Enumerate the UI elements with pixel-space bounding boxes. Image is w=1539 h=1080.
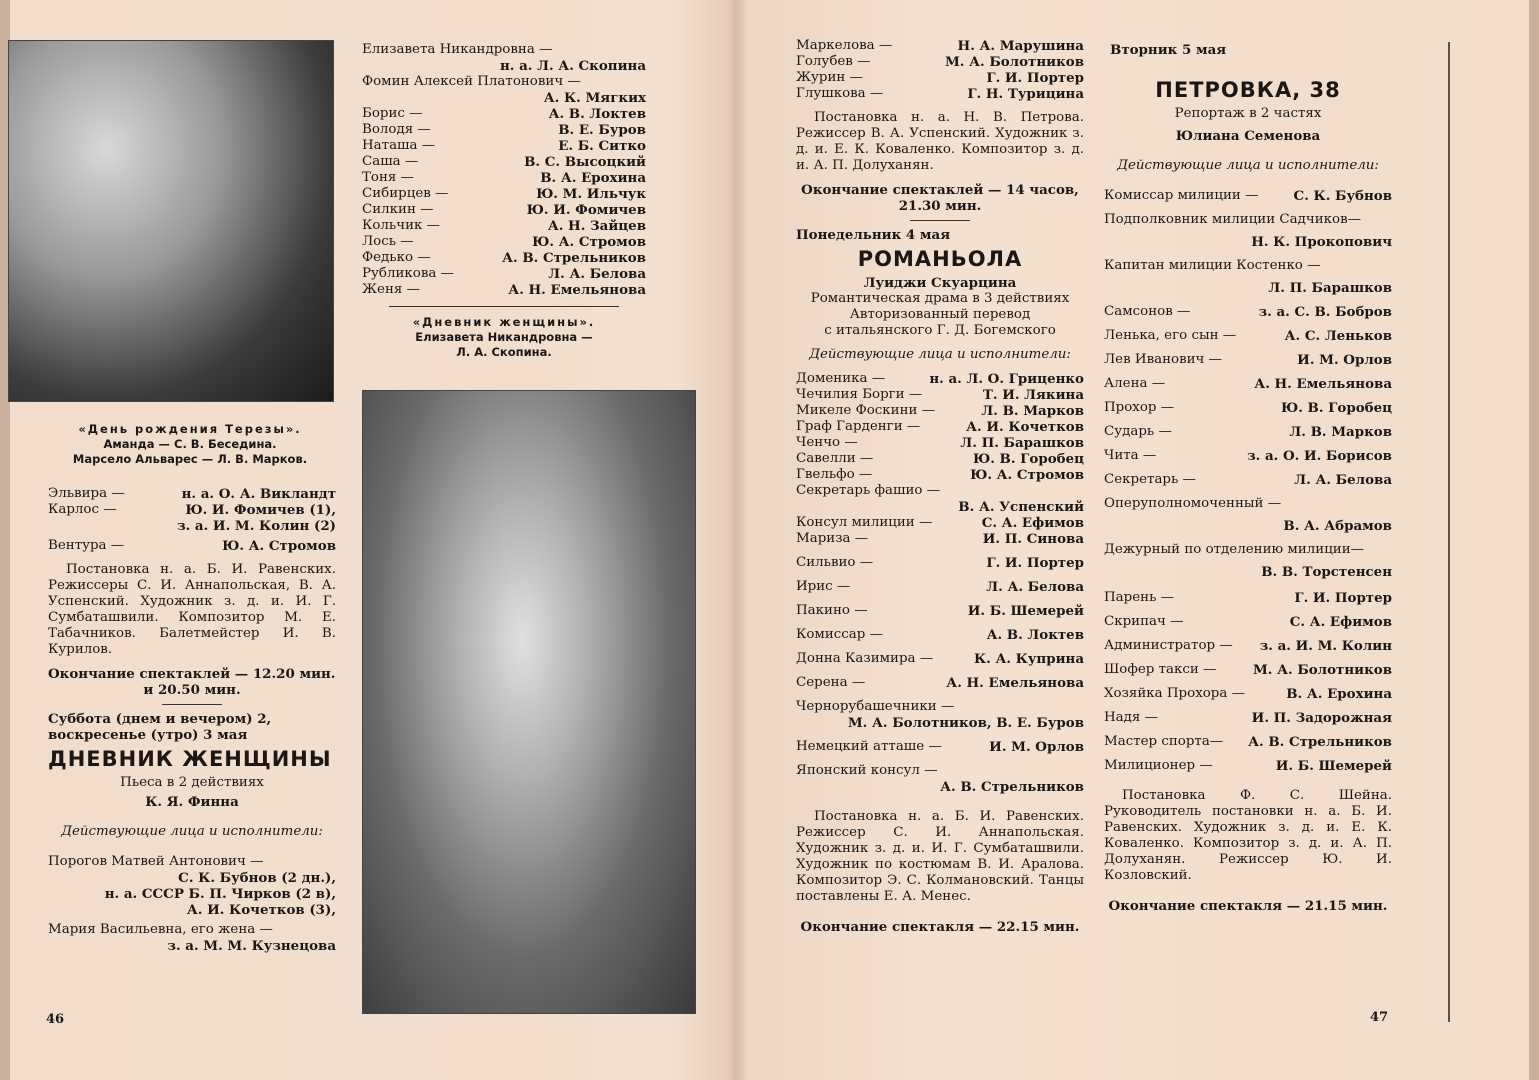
cast-row: Чита — з. а. О. И. Борисов <box>1104 448 1392 464</box>
cast-row: Шофер такси — М. А. Болотников <box>1104 662 1392 678</box>
cast-row: Милиционер — И. Б. Шемерей <box>1104 758 1392 774</box>
cast-row: Фомин Алексей Платонович — <box>362 74 581 89</box>
play-subtitle: Пьеса в 2 действиях <box>120 775 264 790</box>
performance-date: воскресенье (утро) 3 мая <box>48 727 248 743</box>
end-time: 21.30 мин. <box>898 198 982 214</box>
cast-line: В. А. Успенский <box>958 499 1084 515</box>
cast-row: Мастер спорта— А. В. Стрельников <box>1104 734 1392 750</box>
right-margin-line <box>1448 42 1450 1022</box>
end-time: Окончание спектаклей — 14 часов, <box>801 182 1079 198</box>
performance-date: Суббота (днем и вечером) 2, <box>48 711 272 727</box>
cast-line: Дежурный по отделению милиции— <box>1104 542 1365 557</box>
caption-line: Аманда — С. В. Беседина. <box>103 437 277 451</box>
cast-row: Федько — А. В. Стрельников <box>362 250 646 266</box>
cast-line: С. К. Бубнов (2 дн.), <box>178 870 336 886</box>
cast-row: Володя — В. Е. Буров <box>362 122 646 138</box>
cast-line: Мария Васильевна, его жена — <box>48 922 273 937</box>
cast-line: Порогов Матвей Антонович — <box>48 854 264 869</box>
cast-line: Л. П. Барашков <box>1268 280 1392 296</box>
cast-row: Борис — А. В. Локтев <box>362 106 646 122</box>
cast-row: Вентура — Ю. А. Стромов <box>48 538 336 554</box>
play-subtitle: Авторизованный перевод <box>849 307 1031 322</box>
play-title: РОМАНЬОЛА <box>857 247 1023 271</box>
cast-row: Пакино — И. Б. Шемерей <box>796 603 1084 619</box>
page-edge-right <box>1529 0 1539 1080</box>
cast-row: Скрипач — С. А. Ефимов <box>1104 614 1392 630</box>
play-author: К. Я. Финна <box>145 794 239 810</box>
cast-row: Савелли — Ю. В. Горобец <box>796 451 1084 467</box>
photo-skopina <box>362 390 696 1014</box>
cast-row: Хозяйка Прохора — В. А. Ерохина <box>1104 686 1392 702</box>
divider <box>910 220 970 221</box>
page-number-left: 46 <box>46 1012 65 1027</box>
cast-row: Немецкий атташе — И. М. Орлов <box>796 739 1084 755</box>
cast-continuation-top <box>362 42 646 360</box>
production-credits: Постановка н. а. Б. И. Равенских. Режиссер С. И. Аннапольская. Художник з. д. и. И. Г. Сумбаташвили. Художник по костюмам В. И. Аралова. Композитор Э. С. Колмановский. Танцы поставлены Е. А. Менес. <box>796 809 1084 904</box>
cast-line: А. И. Кочетков (3), <box>186 902 336 918</box>
cast-heading: Действующие лица и исполнители: <box>61 824 323 839</box>
play-subtitle: Романтическая драма в 3 действиях <box>810 291 1070 306</box>
cast-line: А. В. Стрельников <box>940 779 1084 795</box>
cast-row: Комиссар — А. В. Локтев <box>796 627 1084 643</box>
cast-row: Граф Гарденги — А. И. Кочетков <box>796 419 1084 435</box>
caption-line: «День рождения Терезы». <box>78 422 302 436</box>
caption-line: Елизавета Никандровна — <box>415 330 593 344</box>
cast-row: Надя — И. П. Задорожная <box>1104 710 1392 726</box>
performance-date: Вторник 5 мая <box>1110 42 1227 58</box>
cast-line: Японский консул — <box>796 763 938 778</box>
cast-row: Тоня — В. А. Ерохина <box>362 170 646 186</box>
play-author: Луиджи Скуарцина <box>863 275 1017 291</box>
cast-row: Сибирцев — Ю. М. Ильчук <box>362 186 646 202</box>
cast-row: з. а. И. М. Колин (2) <box>177 518 336 534</box>
divider <box>389 306 619 307</box>
cast-heading: Действующие лица и исполнители: <box>1117 158 1379 173</box>
cast-line: Подполковник милиции Садчиков— <box>1104 212 1362 227</box>
cast-row: Елизавета Никандровна — <box>362 42 553 57</box>
cast-row: Эльвира — н. а. О. А. Викландт <box>48 486 336 502</box>
cast-line: з. а. М. М. Кузнецова <box>167 938 336 954</box>
cast-row: Прохор — Ю. В. Горобец <box>1104 400 1392 416</box>
cast-row: Гвельфо — Ю. А. Стромов <box>796 467 1084 483</box>
cast-row: Парень — Г. И. Портер <box>1104 590 1392 606</box>
play-subtitle: с итальянского Г. Д. Богемского <box>824 323 1056 338</box>
cast-row: Глушкова — Г. Н. Турицина <box>796 86 1084 102</box>
actor: н. а. Л. А. Скопина <box>500 58 646 74</box>
photo1-caption <box>40 422 340 467</box>
production-credits: Постановка н. а. Н. В. Петрова. Режиссер В. А. Успенский. Художник з. д. и. Е. К. Коваленко. Композитор з. д. и. А. П. Долуханян. <box>796 110 1084 173</box>
production-credits: Постановка н. а. Б. И. Равенских. Режиссеры С. И. Аннапольская, В. А. Успенский. Художник з. д. и. И. Г. Сумбаташвили. Композитор М. Е. Табачников. Балетмейстер И. В. Курилов. <box>48 562 336 657</box>
end-time: Окончание спектаклей — 12.20 мин. <box>48 666 336 682</box>
cast-row: Голубев — М. А. Болотников <box>796 54 1084 70</box>
cast-row: Силкин — Ю. И. Фомичев <box>362 202 646 218</box>
cast-row: Донна Казимира — К. А. Куприна <box>796 651 1084 667</box>
cast-row: Администратор — з. а. И. М. Колин <box>1104 638 1392 654</box>
right-column-1 <box>796 38 1084 935</box>
caption-line: Марсело Альварес — Л. В. Марков. <box>72 452 308 466</box>
cast-line: В. В. Торстенсен <box>1261 564 1392 580</box>
play-author: Юлиана Семенова <box>1175 128 1321 144</box>
cast-row: Маркелова — Н. А. Марушина <box>796 38 1084 54</box>
caption-line: Л. А. Скопина. <box>456 345 552 359</box>
cast-row: Микеле Фоскини — Л. В. Марков <box>796 403 1084 419</box>
cast-row: Женя — А. Н. Емельянова <box>362 282 646 298</box>
cast-row: Консул милиции — С. А. Ефимов <box>796 515 1084 531</box>
cast-row: Лев Иванович — И. М. Орлов <box>1104 352 1392 368</box>
cast-row: Ленька, его сын — А. С. Леньков <box>1104 328 1392 344</box>
cast-row: Доменика — н. а. Л. О. Гриценко <box>796 371 1084 387</box>
end-time: Окончание спектакля — 21.15 мин. <box>1108 898 1388 914</box>
cast-row: Мариза — И. П. Синова <box>796 531 1084 547</box>
cast-line: Н. К. Прокопович <box>1251 234 1392 250</box>
cast-row: Чечилия Борги — Т. И. Лякина <box>796 387 1084 403</box>
cast-row: Ирис — Л. А. Белова <box>796 579 1084 595</box>
cast-row: Наташа — Е. Б. Ситко <box>362 138 646 154</box>
right-column-2 <box>1104 42 1392 914</box>
cast-line: М. А. Болотников, В. Е. Буров <box>847 715 1084 731</box>
cast-line: В. А. Абрамов <box>1283 518 1392 534</box>
page-number-right: 47 <box>1370 1010 1389 1025</box>
cast-row: Серена — А. Н. Емельянова <box>796 675 1084 691</box>
cast-heading: Действующие лица и исполнители: <box>809 347 1071 362</box>
cast-row: Кольчик — А. Н. Зайцев <box>362 218 646 234</box>
photo2-caption <box>362 315 646 360</box>
teresa-cast-section <box>48 486 336 954</box>
play-subtitle: Репортаж в 2 частях <box>1174 106 1322 121</box>
cast-line: Секретарь фашио — <box>796 483 941 498</box>
caption-line: «Дневник женщины». <box>412 315 596 329</box>
end-time: и 20.50 мин. <box>143 682 241 698</box>
cast-row: Самсонов — з. а. С. В. Бобров <box>1104 304 1392 320</box>
cast-line: Капитан милиции Костенко — <box>1104 258 1321 273</box>
cast-row: Рубликова — Л. А. Белова <box>362 266 646 282</box>
divider <box>162 704 222 705</box>
cast-row: Карлос — Ю. И. Фомичев (1), <box>48 502 336 518</box>
actor: А. К. Мягких <box>543 90 646 106</box>
end-time: Окончание спектакля — 22.15 мин. <box>800 919 1080 935</box>
photo-teresa-birthday <box>8 40 334 402</box>
cast-line: Чернорубашечники — <box>796 699 955 714</box>
performance-date: Понедельник 4 мая <box>796 227 951 243</box>
cast-row: Ченчо — Л. П. Барашков <box>796 435 1084 451</box>
play-title: ДНЕВНИК ЖЕНЩИНЫ <box>48 747 332 771</box>
cast-row: Секретарь — Л. А. Белова <box>1104 472 1392 488</box>
cast-row: Комиссар милиции — С. К. Бубнов <box>1104 188 1392 204</box>
production-credits: Постановка Ф. С. Шейна. Руководитель постановки н. а. Б. И. Равенских. Художник з. д. и. Е. К. Коваленко. Композитор з. д. и. А. П. Долуханян. Режиссер Ю. И. Козловский. <box>1104 788 1392 883</box>
cast-row: Сильвио — Г. И. Портер <box>796 555 1084 571</box>
play-title: ПЕТРОВКА, 38 <box>1155 78 1341 102</box>
cast-line: н. а. СССР Б. П. Чирков (2 в), <box>104 886 336 902</box>
cast-row: Сударь — Л. В. Марков <box>1104 424 1392 440</box>
cast-row: Лось — Ю. А. Стромов <box>362 234 646 250</box>
cast-line: Оперуполномоченный — <box>1104 496 1282 511</box>
cast-row: Алена — А. Н. Емельянова <box>1104 376 1392 392</box>
cast-row: Журин — Г. И. Портер <box>796 70 1084 86</box>
cast-row: Саша — В. С. Высоцкий <box>362 154 646 170</box>
